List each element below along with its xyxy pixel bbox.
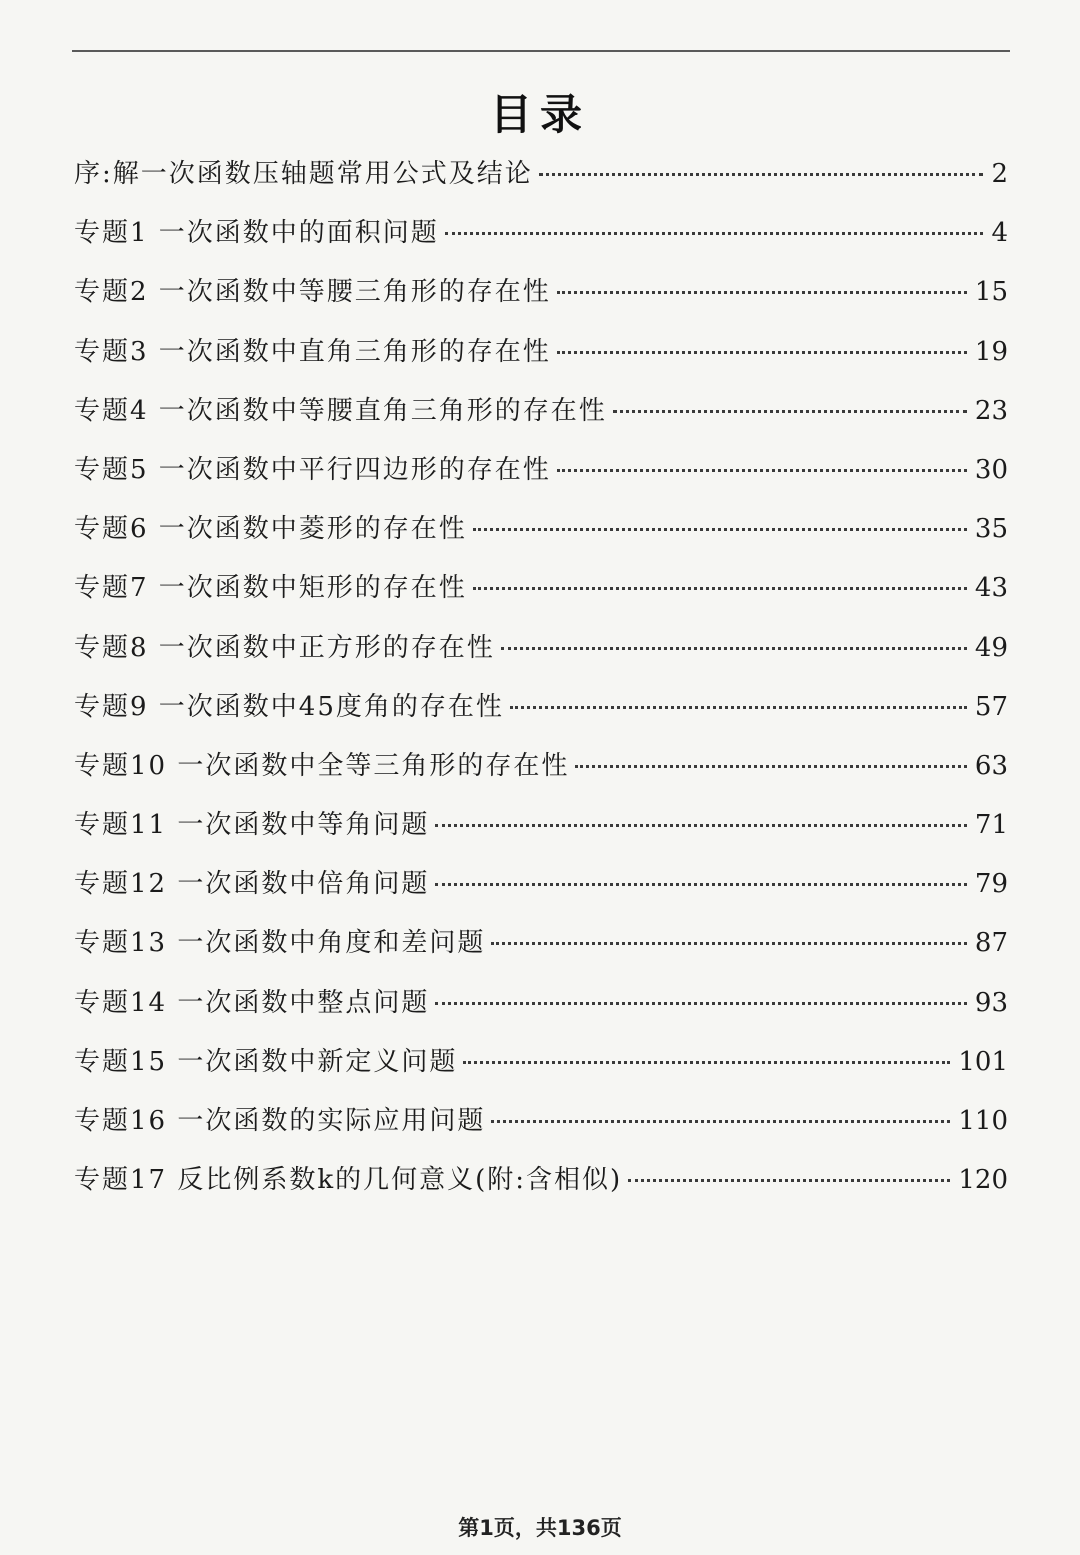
- toc-entry-topic-7[interactable]: [74, 564, 1008, 623]
- toc-entry-title: 专题2 一次函数中等腰三角形的存在性: [74, 277, 551, 308]
- toc-entry-topic-16[interactable]: [74, 1097, 1008, 1156]
- toc-entry-title: 专题1 一次函数中的面积问题: [74, 218, 439, 249]
- toc-entry-title: 专题6 一次函数中菱形的存在性: [74, 514, 467, 545]
- toc-entry-topic-4[interactable]: [74, 387, 1008, 446]
- toc-entry-page: 2: [991, 159, 1008, 189]
- toc-entry-topic-1[interactable]: [74, 209, 1008, 268]
- toc-entry-topic-8[interactable]: [74, 624, 1008, 683]
- toc-entry-page: 15: [974, 277, 1008, 308]
- toc-entry-topic-3[interactable]: [74, 328, 1008, 387]
- dot-leader: [473, 587, 967, 590]
- dot-leader: [435, 883, 967, 886]
- toc-entry-page: 23: [974, 395, 1008, 426]
- toc-entry-title: 专题12 一次函数中倍角问题: [74, 869, 430, 900]
- toc-entry-page: 30: [974, 454, 1008, 485]
- toc-entry-page: 93: [974, 987, 1008, 1018]
- toc-entry-page: 4: [991, 218, 1008, 249]
- toc-entry-title: 专题4 一次函数中等腰直角三角形的存在性: [74, 395, 607, 426]
- toc-entry-page: 35: [974, 514, 1008, 545]
- toc-entry-title: 专题10 一次函数中全等三角形的存在性: [74, 750, 570, 781]
- toc-entry-topic-12[interactable]: [74, 860, 1008, 919]
- toc-entry-page: 63: [974, 750, 1008, 781]
- dot-leader: [445, 232, 984, 235]
- toc-entry-page: 110: [958, 1106, 1008, 1136]
- toc-entry-title: 专题7 一次函数中矩形的存在性: [74, 573, 467, 604]
- toc-entry-title: 序:解一次函数压轴题常用公式及结论: [74, 159, 533, 189]
- toc-entry-title: 专题16 一次函数的实际应用问题: [74, 1106, 486, 1136]
- toc-entry-topic-13[interactable]: [74, 919, 1008, 978]
- dot-leader: [557, 469, 967, 472]
- toc-entry-title: 专题11 一次函数中等角问题: [74, 810, 430, 841]
- dot-leader: [435, 824, 967, 827]
- toc-entry-page: 19: [974, 336, 1008, 367]
- toc-entry-topic-11[interactable]: [74, 801, 1008, 860]
- dot-leader: [510, 706, 967, 709]
- toc-entry-topic-5[interactable]: [74, 446, 1008, 505]
- toc-entry-page: 43: [974, 573, 1008, 604]
- toc-entry-title: 专题8 一次函数中正方形的存在性: [74, 632, 495, 663]
- dot-leader: [613, 410, 967, 413]
- dot-leader: [491, 1120, 950, 1123]
- toc-entry-topic-2[interactable]: [74, 268, 1008, 327]
- dot-leader: [539, 173, 984, 176]
- dot-leader: [575, 765, 967, 768]
- toc-entry-page: 101: [958, 1046, 1008, 1077]
- table-of-contents: [74, 150, 1008, 1215]
- toc-entry-topic-10[interactable]: [74, 742, 1008, 801]
- dot-leader: [491, 942, 967, 945]
- page-title: 目录: [489, 90, 590, 139]
- toc-entry-title: 专题17 反比例系数k的几何意义(附:含相似): [74, 1165, 623, 1196]
- toc-entry-page: 71: [974, 810, 1008, 841]
- dot-leader: [473, 528, 967, 531]
- toc-entry-title: 专题5 一次函数中平行四边形的存在性: [74, 454, 551, 485]
- toc-entry-topic-9[interactable]: [74, 683, 1008, 742]
- toc-entry-title: 专题9 一次函数中45度角的存在性: [74, 691, 504, 722]
- toc-entry-topic-6[interactable]: [74, 505, 1008, 564]
- toc-entry-page: 87: [974, 928, 1008, 959]
- toc-entry-title: 专题3 一次函数中直角三角形的存在性: [74, 336, 551, 367]
- toc-entry-title: 专题13 一次函数中角度和差问题: [74, 928, 486, 959]
- top-rule: [72, 50, 1010, 52]
- dot-leader: [463, 1061, 950, 1064]
- dot-leader: [435, 1002, 967, 1005]
- toc-entry-topic-14[interactable]: [74, 979, 1008, 1038]
- dot-leader: [628, 1179, 950, 1182]
- dot-leader: [557, 351, 967, 354]
- toc-entry-preface[interactable]: [74, 150, 1008, 209]
- dot-leader: [557, 291, 967, 294]
- toc-entry-page: 79: [974, 869, 1008, 900]
- dot-leader: [501, 647, 967, 650]
- toc-entry-topic-15[interactable]: [74, 1038, 1008, 1097]
- toc-entry-page: 57: [974, 691, 1008, 722]
- toc-entry-topic-17[interactable]: [74, 1156, 1008, 1215]
- page-footer: 第1页，共136页: [458, 1516, 622, 1540]
- toc-entry-title: 专题14 一次函数中整点问题: [74, 987, 430, 1018]
- toc-entry-title: 专题15 一次函数中新定义问题: [74, 1046, 458, 1077]
- toc-entry-page: 120: [958, 1165, 1008, 1196]
- toc-entry-page: 49: [974, 632, 1008, 663]
